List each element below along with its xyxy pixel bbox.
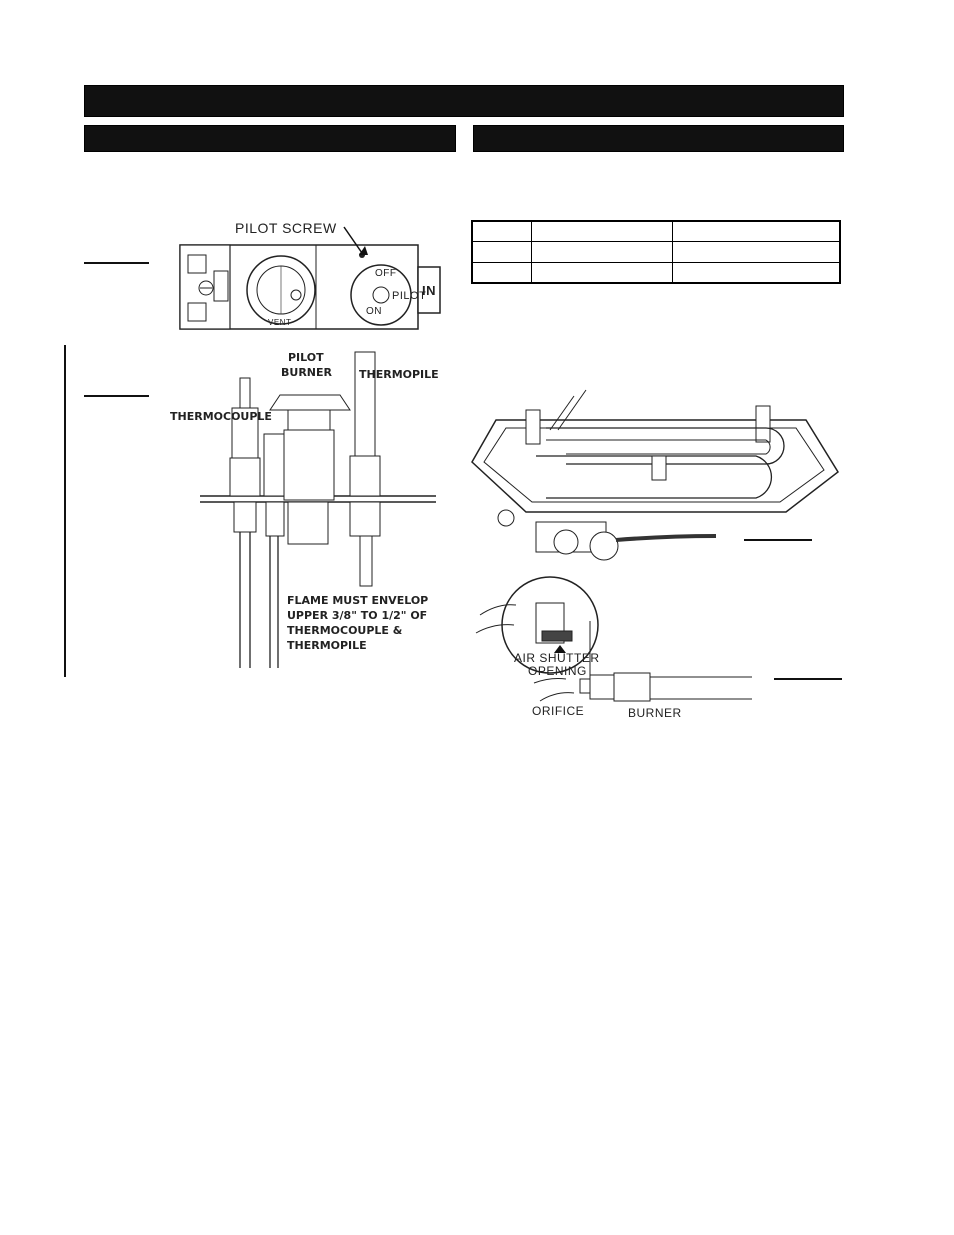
table-cell <box>472 242 532 262</box>
thermopile-label: THERMOPILE <box>359 368 439 381</box>
table-row <box>472 262 840 283</box>
right-section-header-bar <box>473 125 844 152</box>
table-cell <box>532 242 673 262</box>
burner-tray-diagram <box>466 390 846 580</box>
table-cell <box>673 262 841 283</box>
table-cell <box>673 221 841 242</box>
valve-in-label: IN <box>422 283 436 298</box>
valve-vent-label: VENT <box>268 318 292 327</box>
table-cell <box>532 221 673 242</box>
flame-note-line-4: THERMOPILE <box>287 639 367 652</box>
table-cell <box>673 242 841 262</box>
pilot-assembly-diagram <box>200 350 440 670</box>
valve-on-label: ON <box>366 306 382 317</box>
specification-table <box>471 220 841 284</box>
air-shutter-label-1: AIR SHUTTER <box>514 651 600 665</box>
orifice-label: ORIFICE <box>532 704 585 718</box>
burner-label: BURNER <box>628 706 682 720</box>
pilot-screw-label: PILOT SCREW <box>235 220 337 236</box>
air-shutter-diagram <box>470 575 842 715</box>
thermocouple-label: THERMOCOUPLE <box>170 410 272 423</box>
table-cell <box>472 221 532 242</box>
flame-note-line-1: FLAME MUST ENVELOP <box>287 594 429 607</box>
pilot-burner-label-1: PILOT <box>288 351 324 364</box>
table-cell <box>532 262 673 283</box>
table-row <box>472 221 840 242</box>
margin-vertical-rule <box>64 345 66 677</box>
page-header-bar <box>84 85 844 117</box>
table-cell <box>472 262 532 283</box>
valve-off-label: OFF <box>375 268 397 279</box>
flame-note-line-3: THERMOCOUPLE & <box>287 624 403 637</box>
valve-pilot-label: PILOT <box>392 290 427 302</box>
flame-note-line-2: UPPER 3/8" TO 1/2" OF <box>287 609 428 622</box>
figure-caption-rule-1 <box>84 262 149 264</box>
pilot-burner-label-2: BURNER <box>281 366 332 379</box>
table-row <box>472 242 840 262</box>
left-section-header-bar <box>84 125 456 152</box>
air-shutter-label-2: OPENING <box>528 664 587 678</box>
figure-caption-rule-2 <box>84 395 149 397</box>
